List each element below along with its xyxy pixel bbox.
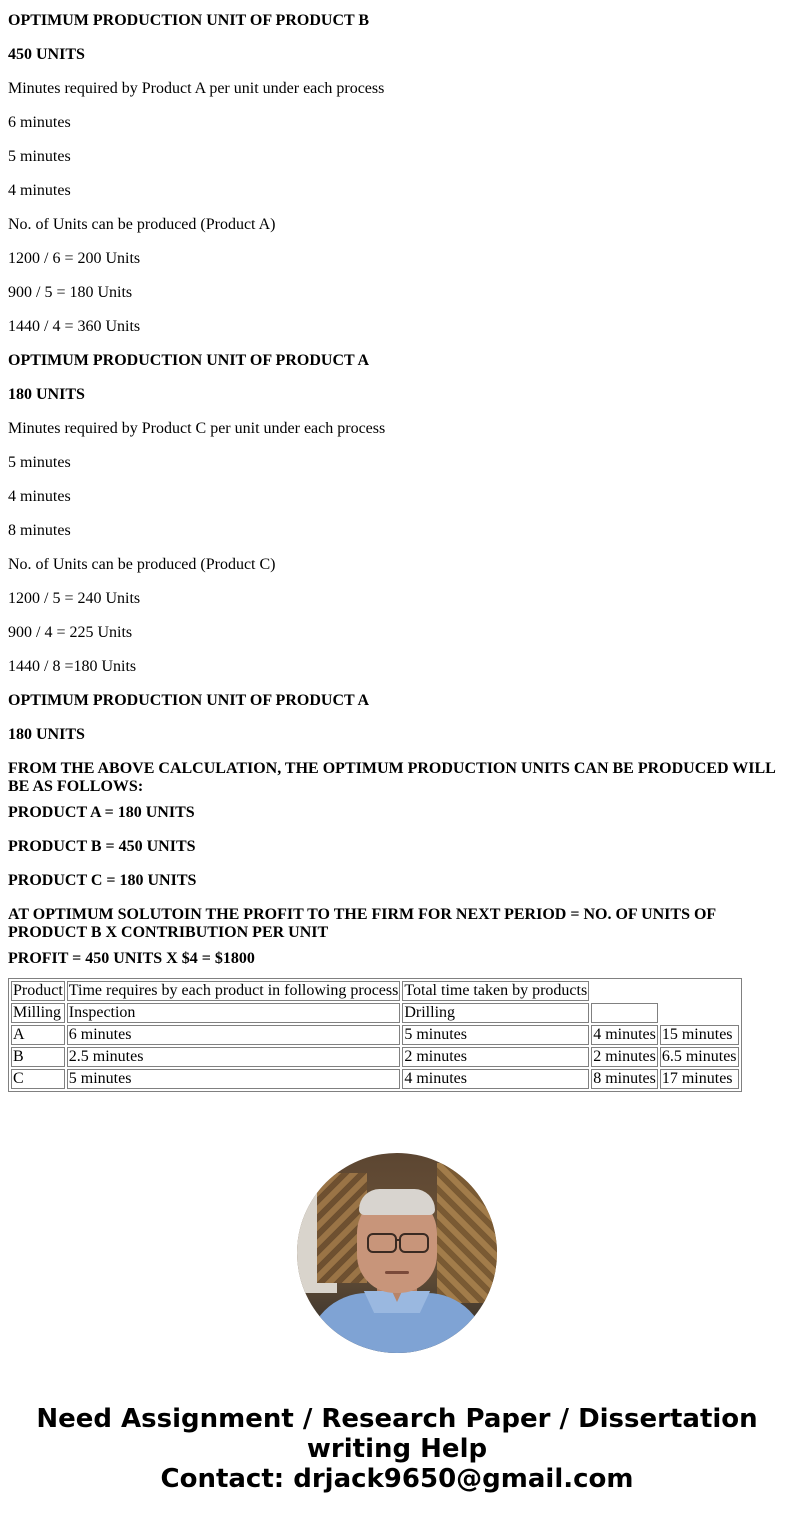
heading-units-b: 450 UNITS: [8, 46, 85, 63]
table-cell: 4 minutes: [593, 1026, 656, 1043]
text-line: 8 minutes: [8, 522, 71, 539]
table-subheader-cell: Milling: [11, 1003, 65, 1023]
text-line: Minutes required by Product A per unit under each process: [8, 80, 385, 97]
table-cell: 5 minutes: [67, 1069, 401, 1089]
text-line: 5 minutes: [8, 148, 71, 165]
summary-product-c: PRODUCT C = 180 UNITS: [8, 872, 197, 889]
avatar-mouth: [385, 1271, 409, 1274]
table-cell: 2.5 minutes: [67, 1047, 401, 1067]
table-header-cell: Time requires by each product in following process: [68, 982, 399, 999]
table-row: [11, 1047, 739, 1067]
document-body: [8, 12, 786, 1092]
table-subheader-cell: Inspection: [67, 1003, 401, 1023]
table-subheader-cell: Drilling: [402, 1003, 589, 1023]
summary-product-b: PRODUCT B = 450 UNITS: [8, 838, 196, 855]
heading-profit-statement: AT OPTIMUM SOLUTOIN THE PROFIT TO THE FIRM FOR NEXT PERIOD = NO. OF UNITS OF PRODUCT B X CONTRIBUTION PER UNIT: [8, 906, 716, 941]
table-header-cell: Product: [13, 982, 63, 999]
table-header-cell: Total time taken by products: [404, 982, 588, 999]
table-cell: 6.5 minutes: [661, 1048, 737, 1065]
avatar-glasses-left: [367, 1233, 397, 1253]
text-line: No. of Units can be produced (Product C): [8, 556, 276, 573]
table-spacer-cell: [660, 1003, 739, 1023]
text-line: 4 minutes: [8, 488, 71, 505]
promo-contact: Contact: drjack9650@gmail.com: [160, 1464, 634, 1494]
table-header-row: [11, 981, 739, 1001]
table-cell: A: [11, 1025, 65, 1045]
heading-optimum-b: OPTIMUM PRODUCTION UNIT OF PRODUCT B: [8, 12, 370, 29]
table-empty-cell: [591, 1003, 658, 1023]
text-line: 1440 / 8 =180 Units: [8, 658, 137, 675]
table-cell: B: [11, 1047, 65, 1067]
table-cell: 4 minutes: [402, 1069, 589, 1089]
text-line: 1440 / 4 = 360 Units: [8, 318, 141, 335]
heading-summary: FROM THE ABOVE CALCULATION, THE OPTIMUM PRODUCTION UNITS CAN BE PRODUCED WILL BE AS FOLLOWS:: [8, 760, 775, 795]
promo-line-2: writing Help: [306, 1434, 488, 1464]
heading-optimum-c: OPTIMUM PRODUCTION UNIT OF PRODUCT A: [8, 692, 370, 709]
heading-units-a: 180 UNITS: [8, 386, 85, 403]
text-line: 4 minutes: [8, 182, 71, 199]
table-cell: 8 minutes: [593, 1070, 656, 1087]
process-time-table: [8, 978, 742, 1092]
text-line: No. of Units can be produced (Product A): [8, 216, 276, 233]
avatar-hair: [359, 1189, 435, 1215]
text-line: 900 / 5 = 180 Units: [8, 284, 133, 301]
table-cell: C: [11, 1069, 65, 1089]
table-subheader-row: [11, 1003, 739, 1023]
table-cell: 5 minutes: [402, 1025, 589, 1045]
heading-units-c: 180 UNITS: [8, 726, 85, 743]
table-cell: 6 minutes: [67, 1025, 401, 1045]
table-cell: 17 minutes: [660, 1069, 739, 1089]
text-line: 1200 / 5 = 240 Units: [8, 590, 141, 607]
avatar-glasses-bridge: [395, 1239, 401, 1241]
author-avatar: [297, 1153, 497, 1353]
summary-product-a: PRODUCT A = 180 UNITS: [8, 804, 195, 821]
profit-result: PROFIT = 450 UNITS X $4 = $1800: [8, 950, 255, 967]
avatar-glasses-right: [399, 1233, 429, 1253]
text-line: 900 / 4 = 225 Units: [8, 624, 133, 641]
text-line: 1200 / 6 = 200 Units: [8, 250, 141, 267]
avatar-background-panel-right: [437, 1163, 497, 1303]
promo-banner: [0, 1404, 794, 1494]
promo-line-1: Need Assignment / Research Paper / Dissertation: [36, 1404, 758, 1434]
table-cell: 15 minutes: [660, 1025, 739, 1045]
heading-optimum-a: OPTIMUM PRODUCTION UNIT OF PRODUCT A: [8, 352, 370, 369]
table-cell: 2 minutes: [593, 1048, 656, 1065]
text-line: 5 minutes: [8, 454, 71, 471]
text-line: 6 minutes: [8, 114, 71, 131]
table-row: [11, 1025, 739, 1045]
table-cell: 2 minutes: [402, 1047, 589, 1067]
table-row: [11, 1069, 739, 1089]
text-line: Minutes required by Product C per unit under each process: [8, 420, 386, 437]
